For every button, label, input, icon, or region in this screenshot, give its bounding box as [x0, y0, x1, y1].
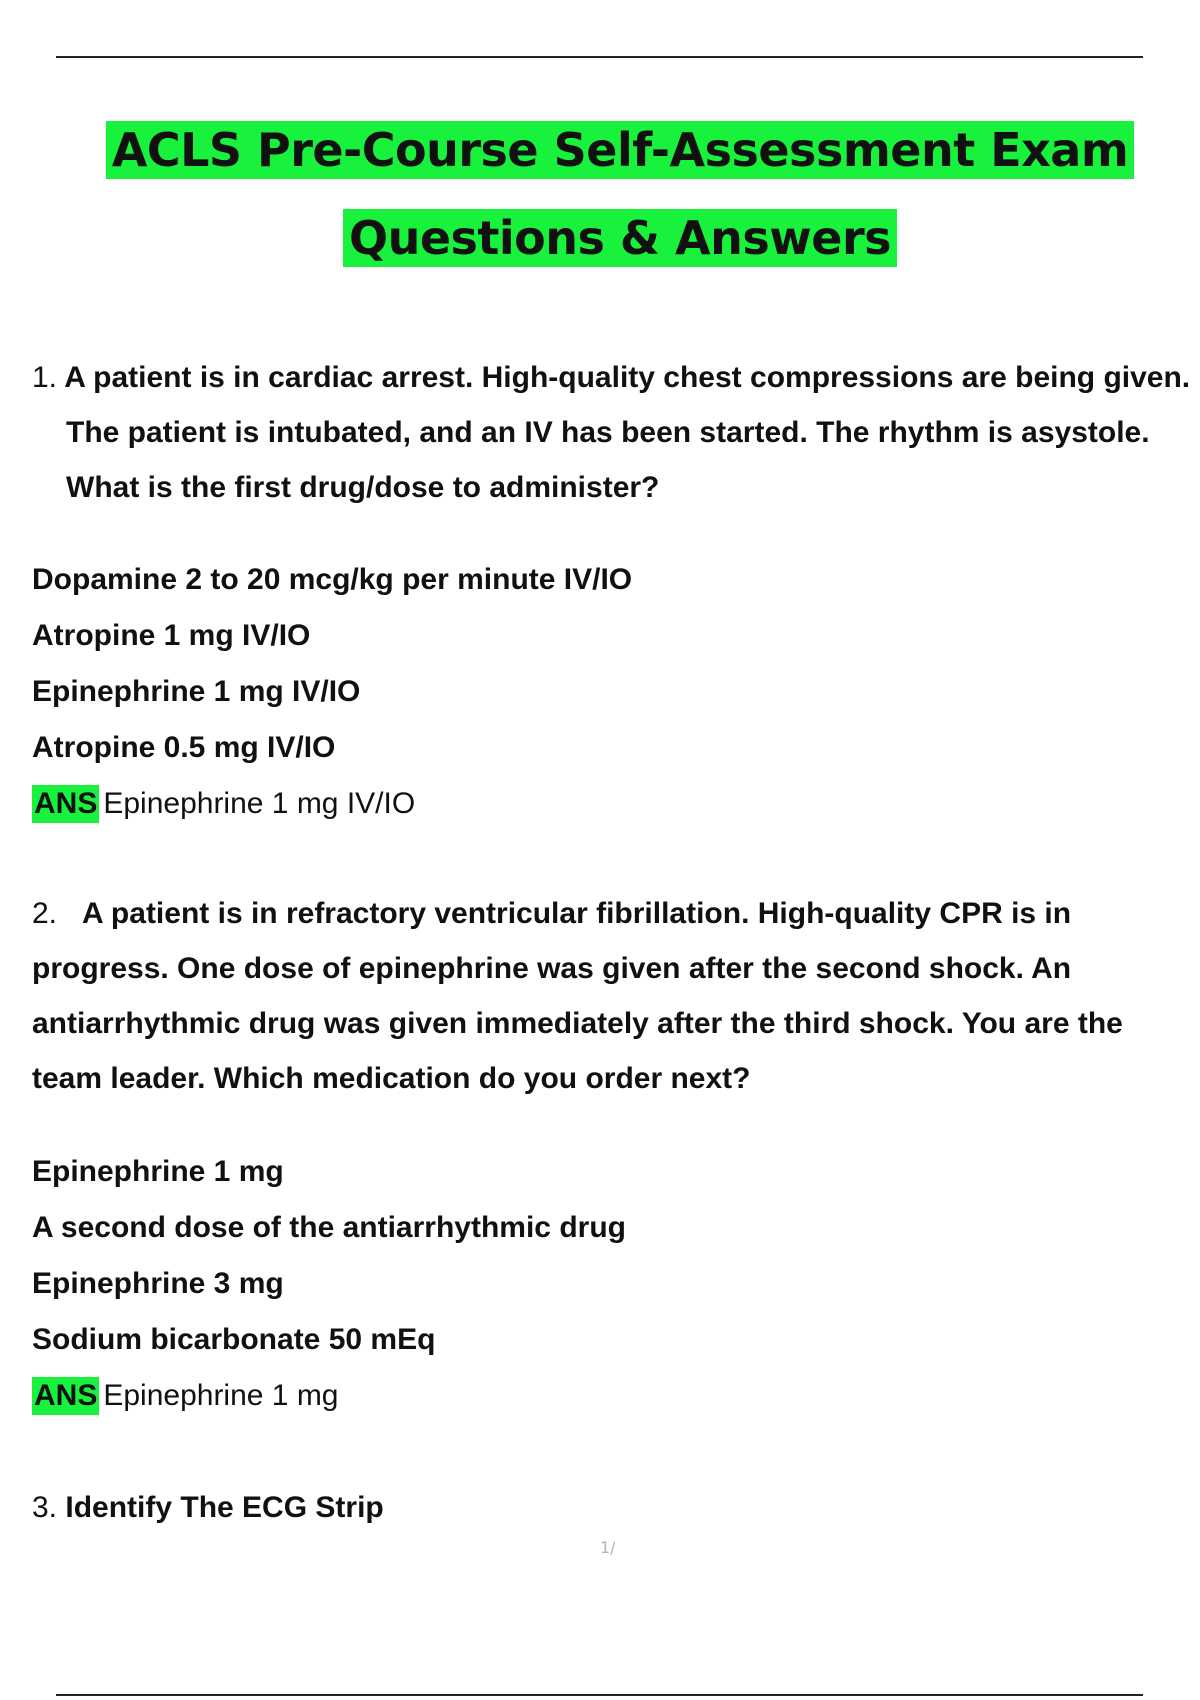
option-2a: Epinephrine 1 mg — [32, 1155, 284, 1188]
title-line-1: ACLS Pre-Course Self-Assessment Exam — [106, 121, 1135, 179]
option-1a: Dopamine 2 to 20 mcg/kg per minute IV/IO — [32, 563, 633, 596]
question-1-text: A patient is in cardiac arrest. High-quality chest compressions are being given. The patient is intubated, and an IV has been started. The rhythm is asystole. What is the first drug/dose to administer? — [64, 361, 1191, 504]
document-title — [0, 118, 1200, 294]
question-2-number: 2. — [32, 897, 58, 930]
question-1-options — [32, 552, 1132, 832]
question-1-number: 1. — [32, 361, 58, 394]
option-2d: Sodium bicarbonate 50 mEq — [32, 1323, 436, 1356]
title-line-1-wrap — [0, 118, 1200, 206]
question-1 — [32, 350, 1200, 515]
top-divider — [56, 56, 1143, 58]
question-2-text: A patient is in refractory ventricular fibrillation. High-quality CPR is in progress. One dose of epinephrine was given after the second shock. An antiarrhythmic drug was given immediately after the third shock. You are the team leader. Which medication do you order next? — [32, 897, 1123, 1095]
option-2c: Epinephrine 3 mg — [32, 1267, 284, 1300]
title-line-2-wrap — [0, 206, 1200, 294]
question-2-options — [32, 1144, 1132, 1424]
question-3 — [32, 1480, 1182, 1535]
question-3-text: Identify The ECG Strip — [65, 1491, 384, 1524]
answer-1-label: ANS — [32, 785, 99, 823]
question-3-number: 3. — [32, 1491, 58, 1524]
title-line-2: Questions & Answers — [343, 209, 897, 267]
page-number: 1/ — [600, 1538, 616, 1557]
option-2b: A second dose of the antiarrhythmic drug — [32, 1211, 626, 1244]
answer-2-text: Epinephrine 1 mg — [103, 1379, 339, 1412]
option-1d: Atropine 0.5 mg IV/IO — [32, 731, 336, 764]
answer-1 — [32, 776, 1132, 832]
bottom-divider — [56, 1694, 1143, 1696]
answer-1-text: Epinephrine 1 mg IV/IO — [103, 787, 416, 820]
answer-2-label: ANS — [32, 1377, 99, 1415]
option-1c: Epinephrine 1 mg IV/IO — [32, 675, 361, 708]
question-2 — [32, 886, 1192, 1106]
answer-2 — [32, 1368, 1132, 1424]
option-1b: Atropine 1 mg IV/IO — [32, 619, 311, 652]
